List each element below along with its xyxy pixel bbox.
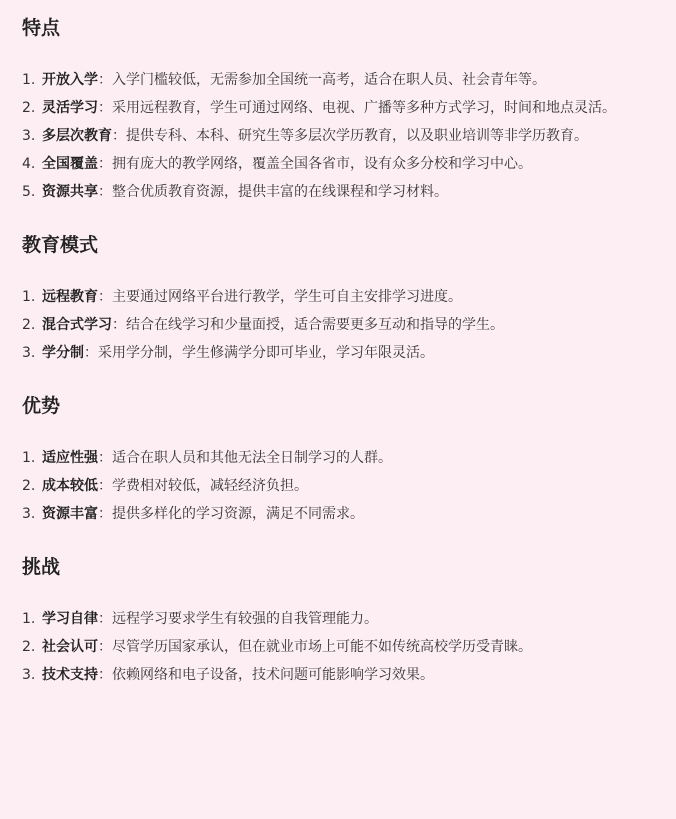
list-number: 4. [22, 156, 36, 172]
education-mode-list [22, 283, 660, 367]
list-text: ：学费相对较低，减轻经济负担。 [98, 478, 308, 494]
list-term: 适应性强 [42, 450, 98, 466]
list-number: 1. [22, 289, 36, 305]
list-text: ：采用远程教育，学生可通过网络、电视、广播等多种方式学习，时间和地点灵活。 [98, 100, 616, 116]
list-item [22, 661, 660, 689]
list-text: ：结合在线学习和少量面授，适合需要更多互动和指导的学生。 [112, 317, 504, 333]
list-term: 成本较低 [42, 478, 98, 494]
list-number: 2. [22, 639, 36, 655]
list-number: 5. [22, 184, 36, 200]
section-title-challenges: 挑战 [22, 556, 61, 578]
list-item [22, 122, 660, 150]
list-number: 2. [22, 317, 36, 333]
list-text: ：拥有庞大的教学网络，覆盖全国各省市，设有众多分校和学习中心。 [98, 156, 532, 172]
list-term: 资源共享 [42, 184, 98, 200]
advantages-list [22, 444, 660, 528]
list-term: 开放入学 [42, 72, 98, 88]
list-number: 3. [22, 667, 36, 683]
list-text: ：整合优质教育资源，提供丰富的在线课程和学习材料。 [98, 184, 448, 200]
section-title-education-mode: 教育模式 [22, 234, 99, 256]
list-text: ：依赖网络和电子设备，技术问题可能影响学习效果。 [98, 667, 434, 683]
list-item [22, 500, 660, 528]
list-item [22, 339, 660, 367]
list-text: ：主要通过网络平台进行教学，学生可自主安排学习进度。 [98, 289, 462, 305]
list-term: 社会认可 [42, 639, 98, 655]
list-item [22, 605, 660, 633]
section-title-advantages: 优势 [22, 395, 61, 417]
list-item [22, 66, 660, 94]
list-number: 1. [22, 611, 36, 627]
list-number: 3. [22, 345, 36, 361]
list-term: 资源丰富 [42, 506, 98, 522]
list-number: 1. [22, 450, 36, 466]
list-number: 3. [22, 128, 36, 144]
list-text: ：入学门槛较低，无需参加全国统一高考，适合在职人员、社会青年等。 [98, 72, 546, 88]
list-text: ：尽管学历国家承认，但在就业市场上可能不如传统高校学历受青睐。 [98, 639, 532, 655]
list-text: ：远程学习要求学生有较强的自我管理能力。 [98, 611, 378, 627]
list-item [22, 150, 660, 178]
document-page [0, 15, 676, 819]
section-title-features: 特点 [22, 17, 61, 39]
list-item [22, 472, 660, 500]
list-term: 技术支持 [42, 667, 98, 683]
list-text: ：采用学分制，学生修满学分即可毕业，学习年限灵活。 [84, 345, 434, 361]
list-term: 灵活学习 [42, 100, 98, 116]
list-term: 多层次教育 [42, 128, 112, 144]
list-item [22, 283, 660, 311]
list-item [22, 444, 660, 472]
challenges-list [22, 605, 660, 689]
list-number: 2. [22, 100, 36, 116]
features-list [22, 66, 660, 206]
list-text: ：适合在职人员和其他无法全日制学习的人群。 [98, 450, 392, 466]
list-term: 远程教育 [42, 289, 98, 305]
list-item [22, 94, 660, 122]
list-item [22, 178, 660, 206]
list-term: 学习自律 [42, 611, 98, 627]
list-term: 学分制 [42, 345, 84, 361]
list-number: 1. [22, 72, 36, 88]
list-text: ：提供专科、本科、研究生等多层次学历教育，以及职业培训等非学历教育。 [112, 128, 588, 144]
list-number: 3. [22, 506, 36, 522]
list-number: 2. [22, 478, 36, 494]
list-term: 全国覆盖 [42, 156, 98, 172]
list-text: ：提供多样化的学习资源，满足不同需求。 [98, 506, 364, 522]
list-item [22, 633, 660, 661]
list-term: 混合式学习 [42, 317, 112, 333]
list-item [22, 311, 660, 339]
